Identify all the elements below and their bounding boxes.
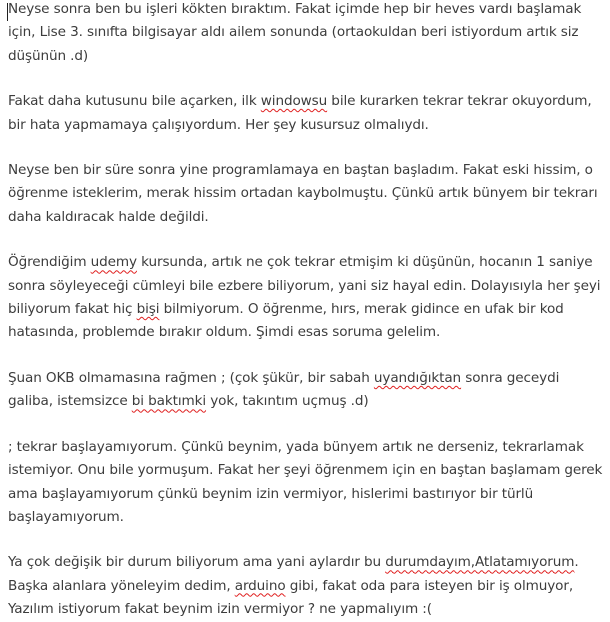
text-segment: kursunda, artık ne çok tekrar etmişim ki düşünün, hocanın 1 saniye sonra söyleyeceği cümleyi bile ezbere biliyorum, yani siz hayal edin. Dolayısıyla her şeyi biliyorum fakat hiç — [8, 254, 601, 318]
misspelled-word: arduino — [234, 577, 286, 594]
text-segment: sonra geceydi galiba, istemsizce — [8, 369, 560, 410]
paragraph-2 — [8, 90, 608, 137]
paragraph-4 — [8, 251, 608, 345]
misspelled-word: bi baktımki — [131, 393, 207, 410]
text-segment: Şuan OKB olmamasına rağmen ; (çok şükür, bir sabah — [8, 369, 374, 386]
paragraph-1 — [8, 0, 608, 68]
text-segment: bilmiyorum. O öğrenme, hırs, merak gidince en ufak bir kod hatasında, problemde bırakır oldum. Şimdi esas soruma gelelim. — [8, 301, 564, 341]
misspelled-word: uyandığıktan — [373, 369, 462, 386]
text-segment: ; tekrar başlayamıyorum. Çünkü beynim, yada bünyem artık ne derseniz, tekrarlamak istemiyor. Onu bile yormuşum. Fakat her şeyi öğrenmem için en baştan başlamam gerek ama başlayamıyorum çünkü beynim izin vermiyor, hislerimi bastırıyor bir türlü başlayamıyorum. — [8, 438, 603, 525]
document-body — [8, 0, 608, 622]
paragraph-7 — [8, 551, 608, 621]
text-segment: Ya çok değişik bir durum biliyorum ama yani aylardır bu — [8, 554, 386, 571]
misspelled-word: windowsu — [260, 93, 328, 110]
text-cursor — [7, 3, 8, 21]
misspelled-word: durumdayım,Atlatamıyorum — [385, 554, 575, 571]
text-segment: . Başka alanlara yöneleyim dedim, — [8, 554, 579, 594]
text-segment: Öğrendiğim — [8, 254, 91, 271]
misspelled-word: udemy — [90, 254, 137, 271]
text-segment: Neyse ben bir süre sonra yine programlamaya en baştan başladım. Fakat eski hissim, o öğrenme isteklerim, merak hissim ortadan kaybolmuştu. Çünkü artık bünyem bir tekrarı daha kaldıracak halde değildi. — [8, 162, 598, 225]
paragraph-3 — [8, 159, 608, 229]
text-segment: gibi, fakat oda para isteyen bir iş olmuyor, Yazılım istiyorum fakat beynim izin vermiyor ? ne yapmalıyım :( — [8, 577, 574, 618]
text-segment: Fakat daha kutusunu bile açarken, ilk — [8, 93, 261, 110]
text-segment: Neyse sonra ben bu işleri kökten bıraktım. Fakat içimde hep bir heves vardı başlamak için, Lise 3. sınıfta bilgisayar aldı ailem sonunda (ortaokuldan beri istiyordum artık siz düşünün .d) — [8, 1, 582, 64]
paragraph-6 — [8, 436, 608, 530]
text-segment: bile kurarken tekrar tekrar okuyordum, bir hata yapmamaya çalışıyordum. Her şey kusursuz olmalıydı. — [8, 93, 592, 133]
text-segment: yok, takıntım uçmuş .d) — [206, 393, 369, 410]
paragraph-5 — [8, 367, 608, 414]
misspelled-word: bişi — [136, 301, 160, 318]
